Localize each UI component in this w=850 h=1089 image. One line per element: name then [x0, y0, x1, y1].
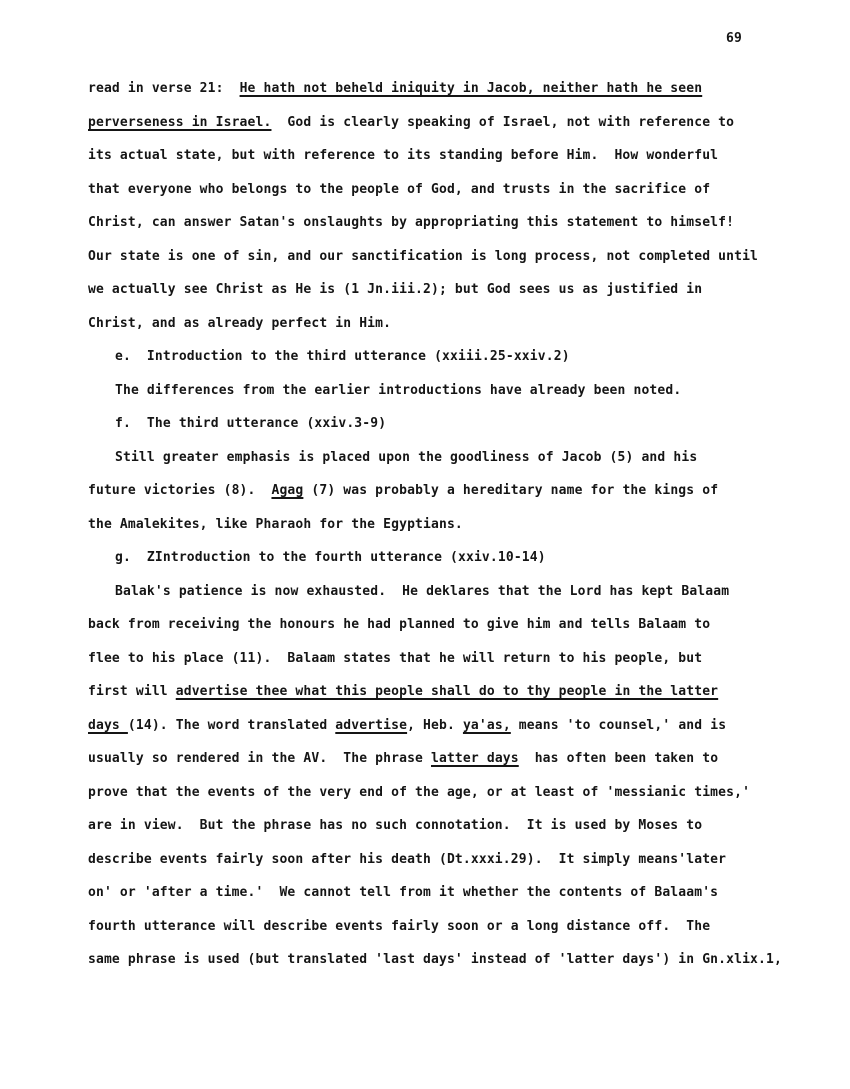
text-segment: e. Introduction to the third utterance (xxiii.25-xxiv.2) [115, 349, 570, 364]
text-line [115, 414, 386, 434]
text-line [88, 816, 702, 836]
text-line [88, 314, 391, 334]
underlined-text: He hath not beheld iniquity in Jacob, neither hath he seen [239, 81, 703, 96]
text-line [88, 515, 463, 535]
text-line [88, 917, 710, 937]
text-line [88, 213, 734, 233]
underlined-text: days [88, 717, 128, 733]
text-segment: Christ, and as already perfect in Him. [88, 315, 392, 331]
text-line [88, 883, 718, 903]
text-line [88, 950, 782, 970]
text-segment: read in verse 21: [88, 81, 240, 96]
text-line [115, 548, 546, 568]
text-segment: Still greater emphasis is placed upon the goodliness of Jacob (5) and his [115, 449, 698, 465]
underlined-text: Agag [271, 483, 304, 498]
text-line [88, 180, 710, 200]
text-segment: The differences from the earlier introductions have already been noted. [115, 382, 682, 398]
text-line [115, 381, 681, 401]
text-segment: on' or 'after a time.' We cannot tell from it whether the contents of Balaam's [88, 885, 719, 900]
text-line [88, 113, 734, 133]
text-line [115, 582, 729, 602]
text-segment: its actual state, but with reference to its standing before Him. How wonderful [88, 148, 719, 163]
text-segment: Our state is one of sin, and our sanctification is long process, not completed until [88, 248, 759, 264]
text-segment: fourth utterance will describe events fairly soon or a long distance off. The [88, 918, 711, 934]
text-segment: (14). The word translated [127, 717, 336, 733]
text-segment: means 'to counsel,' and is [510, 717, 727, 733]
text-segment: g. ZIntroduction to the fourth utterance (xxiv.10-14) [115, 550, 546, 565]
text-segment: we actually see Christ as He is (1 Jn.iii.2); but God sees us as justified in [88, 282, 703, 297]
text-line [88, 749, 718, 769]
text-line [88, 850, 726, 870]
underlined-text: latter days [431, 751, 519, 766]
text-segment: future victories (8). [88, 483, 272, 498]
text-segment: usually so rendered in the AV. The phrase [88, 751, 431, 766]
text-line [88, 783, 750, 803]
text-segment: prove that the events of the very end of the age, or at least of 'messianic times,' [88, 784, 751, 800]
underlined-text: ya'as, [462, 717, 511, 733]
text-line [88, 481, 718, 501]
underlined-text: perverseness in Israel. [88, 114, 272, 130]
text-line [88, 682, 718, 702]
text-segment: (7) was probably a hereditary name for the kings of [303, 483, 719, 498]
text-segment: describe events fairly soon after his death (Dt.xxxi.29). It simply means'later [88, 851, 727, 867]
text-segment: , Heb. [407, 717, 463, 733]
text-segment: the Amalekites, like Pharaoh for the Egyptians. [88, 516, 463, 532]
text-line [88, 615, 710, 635]
page-number: 69 [726, 31, 742, 46]
text-line [115, 448, 697, 468]
text-line [88, 280, 702, 300]
text-segment: f. The third utterance (xxiv.3-9) [115, 416, 387, 431]
text-segment: that everyone who belongs to the people of God, and trusts in the sacrifice of [88, 181, 711, 197]
text-segment: Balak's patience is now exhausted. He deklares that the Lord has kept Balaam [115, 583, 730, 599]
text-segment: God is clearly speaking of Israel, not with reference to [271, 114, 735, 130]
underlined-text: advertise [335, 717, 408, 733]
text-segment: flee to his place (11). Balaam states that he will return to his people, but [88, 650, 703, 666]
text-segment: first will [88, 684, 176, 699]
text-segment: back from receiving the honours he had planned to give him and tells Balaam to [88, 617, 711, 632]
text-line [88, 649, 702, 669]
underlined-text: advertise thee what this people shall do to thy people in the latter [175, 684, 719, 699]
text-line [88, 716, 726, 736]
text-line [88, 79, 702, 99]
text-line [88, 247, 758, 267]
text-segment: same phrase is used (but translated 'last days' instead of 'latter days') in Gn.xlix.1, [88, 952, 782, 967]
text-segment: has often been taken to [518, 751, 719, 766]
text-line [88, 146, 718, 166]
text-line [115, 347, 570, 367]
text-segment: are in view. But the phrase has no such connotation. It is used by Moses to [88, 818, 703, 833]
text-segment: Christ, can answer Satan's onslaughts by appropriating this statement to himself! [88, 215, 735, 230]
